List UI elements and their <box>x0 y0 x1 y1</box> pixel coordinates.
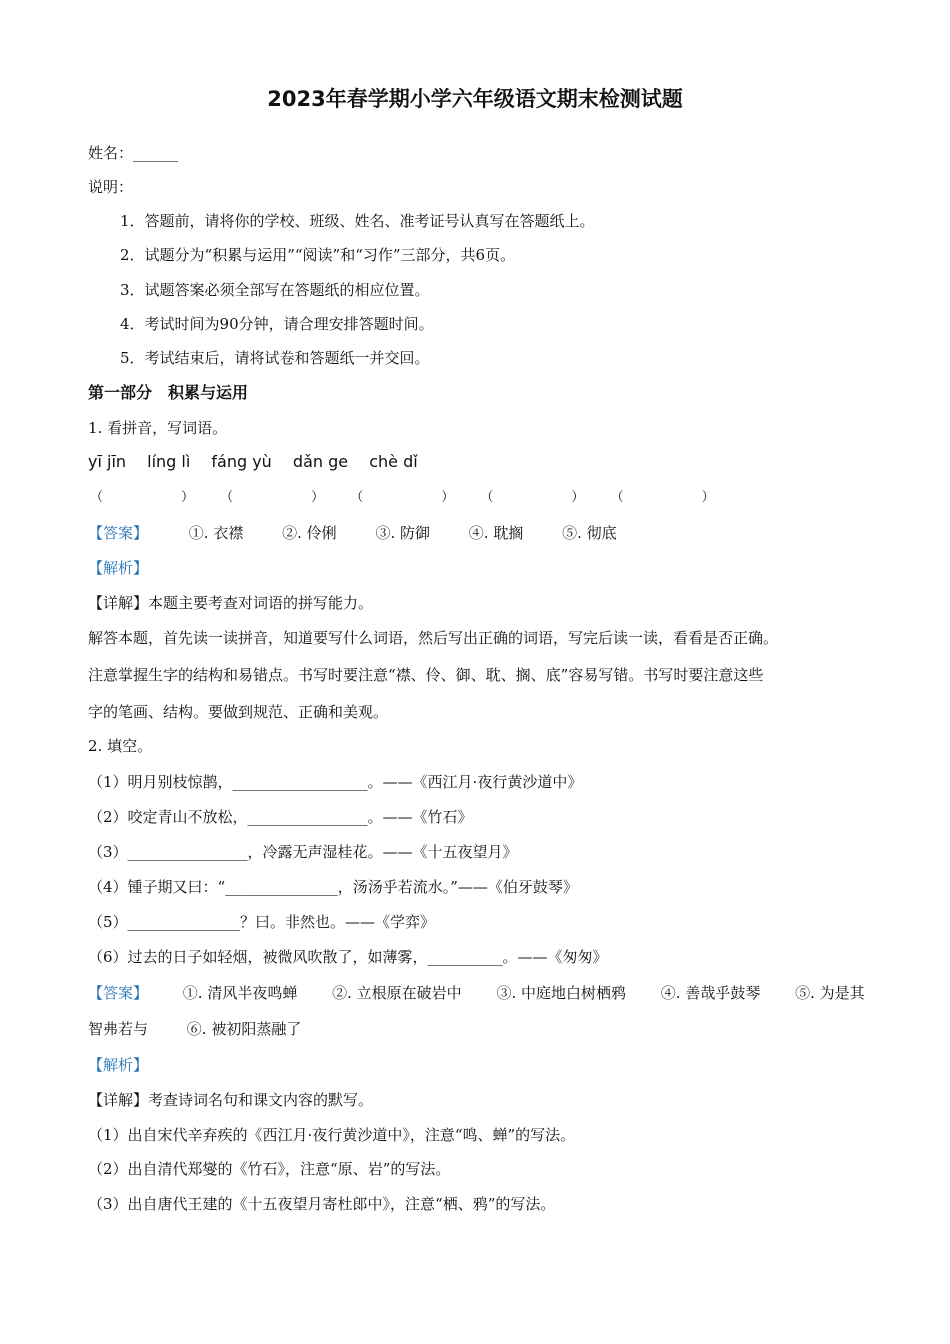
answer-item: ④. 耽搁 <box>468 524 524 542</box>
answer-blank: （ ） <box>480 490 585 505</box>
instruction-item: 3．试题答案必须全部写在答题纸的相应位置。 <box>120 281 430 299</box>
page-title: 2023年春学期小学六年级语文期末检测试题 <box>267 87 683 111</box>
pinyin-item: líng lì <box>147 452 191 471</box>
answer-tag: 【答案】 <box>88 984 149 1002</box>
fill-blank-item: （5）_______________？曰。非然也。——《学弈》 <box>88 913 436 931</box>
instruction-item: 2．试题分为“积累与运用”“阅读”和“习作”三部分，共6页。 <box>120 246 516 264</box>
answer-blank: （ ） <box>220 490 325 505</box>
answer-row <box>88 982 870 1004</box>
answer-row <box>88 522 870 544</box>
answer-blank: （ ） <box>610 490 715 505</box>
answer-item: ①. 衣襟 <box>188 524 244 542</box>
answer-item: ⑥. 被初阳蒸融了 <box>186 1020 302 1038</box>
answer-item: ③. 防御 <box>375 524 430 542</box>
intro-label: 说明： <box>88 178 134 196</box>
fill-blank-item: （2）咬定青山不放松，________________。——《竹石》 <box>88 808 473 826</box>
detail-line: 【详解】本题主要考查对词语的拼写能力。 <box>88 594 374 612</box>
pinyin-row <box>88 451 870 473</box>
answer-blank: （ ） <box>350 490 455 505</box>
pinyin-item: chè dǐ <box>369 452 418 471</box>
explanation-paragraph: 注意掌握生字的结构和易错点。书写时要注意“襟、伶、御、耽、搁、底”容易写错。书写时要注意这些 <box>88 666 764 684</box>
pinyin-item: yī jīn <box>88 452 127 471</box>
answer-blanks-row <box>90 487 870 509</box>
pinyin-item: dǎn ge <box>292 452 349 471</box>
note-item: （3）出自唐代王建的《十五夜望月寄杜郎中》，注意“栖、鸦”的写法。 <box>88 1195 556 1213</box>
answer-item: ③. 中庭地白树栖鸦 <box>496 984 626 1002</box>
question-1-stem: 1. 看拼音，写词语。 <box>88 419 228 437</box>
name-field-line: 姓名：______ <box>88 144 179 162</box>
answer-item: ⑤. 彻底 <box>562 524 617 542</box>
answer-item: 智弗若与 <box>88 1020 149 1038</box>
answer-item: ⑤. 为是其 <box>795 984 865 1002</box>
analysis-tag: 【解析】 <box>88 1056 149 1074</box>
instruction-item: 5．考试结束后，请将试卷和答题纸一并交回。 <box>120 349 430 367</box>
question-2-stem: 2. 填空。 <box>88 737 153 755</box>
note-item: （1）出自宋代辛弃疾的《西江月·夜行黄沙道中》，注意“鸣、蝉”的写法。 <box>88 1126 576 1144</box>
answer-item: ②. 立根原在破岩中 <box>332 984 462 1002</box>
pinyin-item: fáng yù <box>211 452 272 471</box>
answer-tag: 【答案】 <box>88 524 149 542</box>
detail-line: 【详解】考查诗词名句和课文内容的默写。 <box>88 1091 374 1109</box>
instruction-item: 4．考试时间为90分钟，请合理安排答题时间。 <box>120 315 434 333</box>
fill-blank-item: （4）锺子期又曰：“_______________，汤汤乎若流水。”——《伯牙鼓琴》 <box>88 878 578 896</box>
fill-blank-item: （6）过去的日子如轻烟，被微风吹散了，如薄雾，__________。——《匆匆》 <box>88 948 608 966</box>
analysis-tag: 【解析】 <box>88 559 149 577</box>
section-heading: 第一部分 积累与运用 <box>88 383 249 402</box>
note-item: （2）出自清代郑燮的《竹石》，注意“原、岩”的写法。 <box>88 1160 451 1178</box>
instruction-item: 1．答题前，请将你的学校、班级、姓名、准考证号认真写在答题纸上。 <box>120 212 595 230</box>
answer-row-continued <box>88 1018 870 1040</box>
explanation-paragraph: 字的笔画、结构。要做到规范、正确和美观。 <box>88 703 389 721</box>
answer-item: ②. 伶俐 <box>282 524 337 542</box>
answer-blank: （ ） <box>90 490 195 505</box>
answer-item: ①. 清风半夜鸣蝉 <box>182 984 298 1002</box>
answer-item: ④. 善哉乎鼓琴 <box>660 984 761 1002</box>
fill-blank-item: （3）________________，冷露无声湿桂花。——《十五夜望月》 <box>88 843 518 861</box>
fill-blank-item: （1）明月别枝惊鹊，__________________。——《西江月·夜行黄沙道中》 <box>88 773 583 791</box>
explanation-paragraph: 解答本题，首先读一读拼音，知道要写什么词语，然后写出正确的词语，写完后读一读，看看是否正确。 <box>88 629 779 647</box>
